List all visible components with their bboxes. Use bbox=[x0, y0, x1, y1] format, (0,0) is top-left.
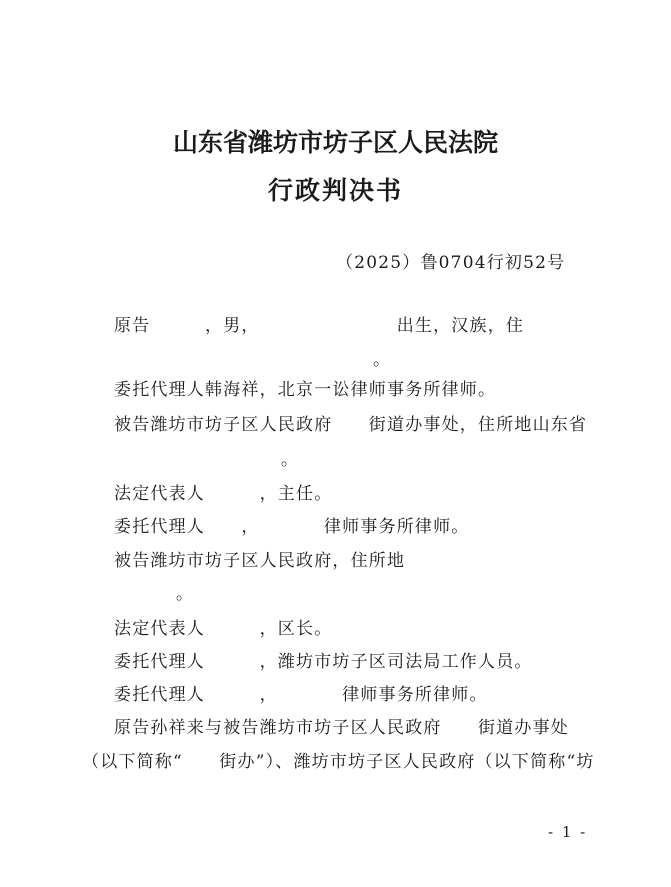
case-summary-line-1: 原告孙祥来与被告潍坊市坊子区人民政府 街道办事处 bbox=[114, 718, 569, 738]
defendant2-legal-rep-line: 法定代表人 ，区长。 bbox=[114, 619, 333, 639]
defendant1-agent-line: 委托代理人 ， 律师事务所律师。 bbox=[114, 517, 470, 537]
defendant2-line: 被告潍坊市坊子区人民政府，住所地 bbox=[114, 551, 406, 571]
plaintiff-line: 原告 ，男， 出生，汉族，住 bbox=[114, 316, 525, 336]
page-number: - 1 - bbox=[548, 823, 588, 841]
defendant1-line: 被告潍坊市坊子区人民政府 街道办事处，住所地山东省 bbox=[114, 415, 588, 435]
defendant2-address-end: 。 bbox=[176, 584, 195, 604]
plaintiff-address-end: 。 bbox=[373, 350, 392, 370]
defendant2-agent1-line: 委托代理人 ，潍坊市坊子区司法局工作人员。 bbox=[114, 652, 533, 672]
plaintiff-agent-line: 委托代理人韩海祥，北京一讼律师事务所律师。 bbox=[114, 380, 497, 400]
case-summary-line-2: （以下简称“ 街办”）、潍坊市坊子区人民政府（以下简称“坊 bbox=[82, 752, 595, 772]
defendant1-address-end: 。 bbox=[281, 450, 300, 470]
document-type-heading: 行政判决书 bbox=[267, 176, 403, 205]
court-name-heading: 山东省潍坊市坊子区人民法院 bbox=[172, 128, 498, 157]
case-number: （2025）鲁0704行初52号 bbox=[336, 253, 566, 273]
defendant2-agent2-line: 委托代理人 ， 律师事务所律师。 bbox=[114, 685, 488, 705]
defendant1-legal-rep-line: 法定代表人 ，主任。 bbox=[114, 484, 333, 504]
